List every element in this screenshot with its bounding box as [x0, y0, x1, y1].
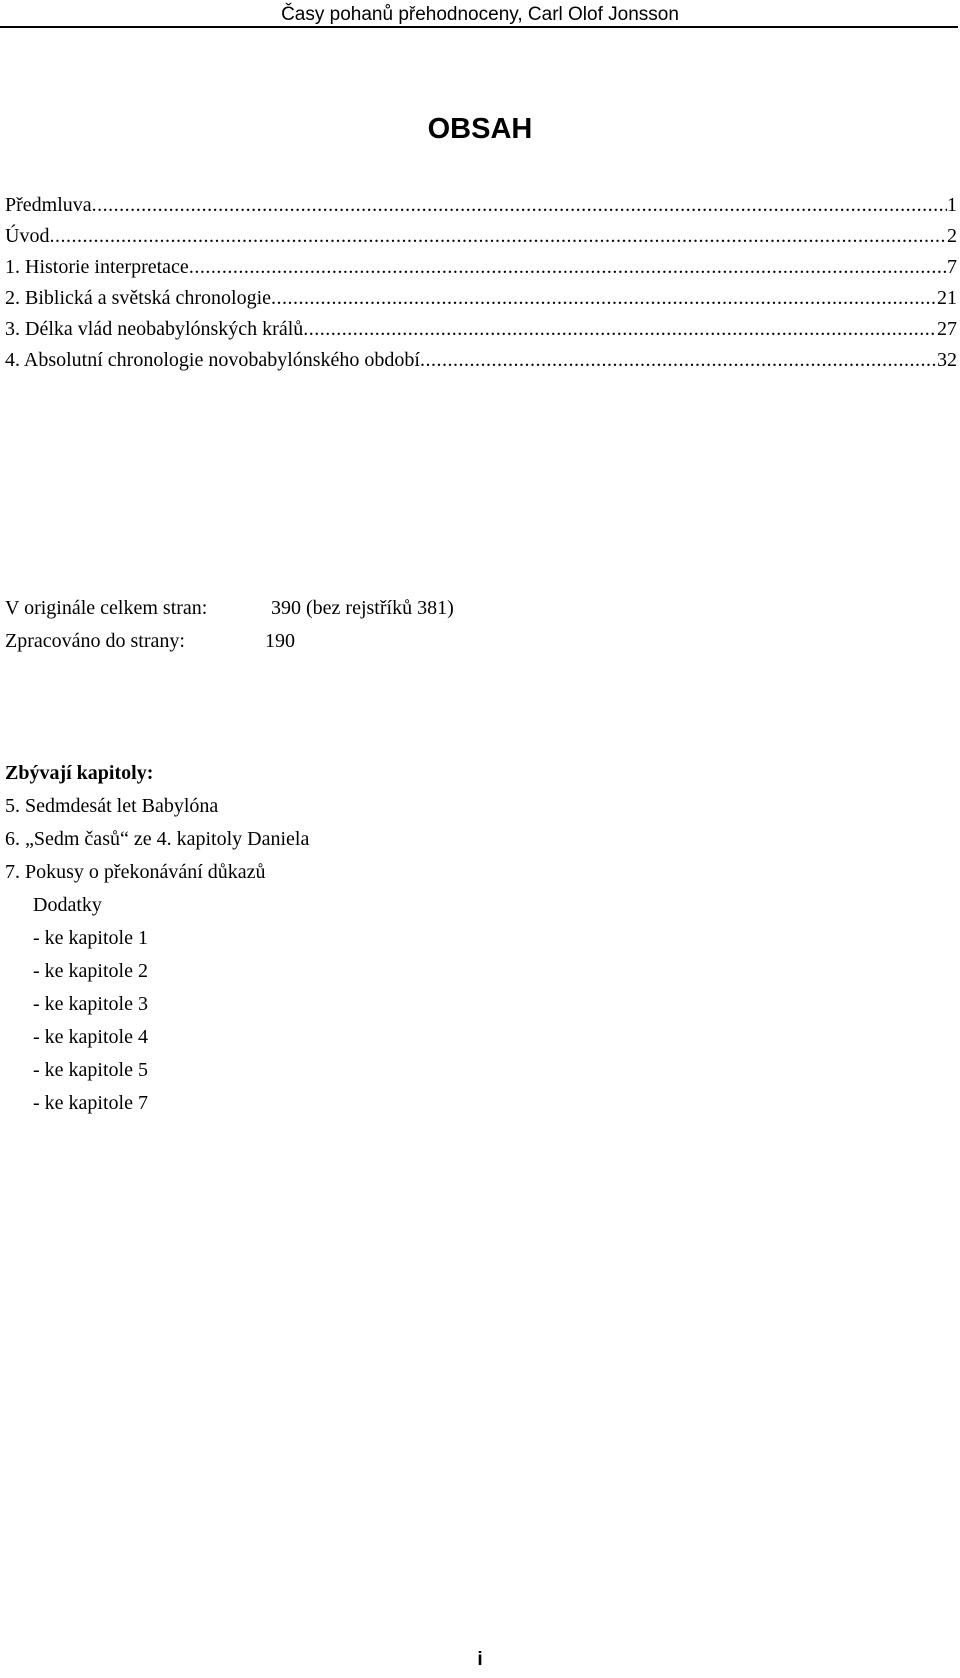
toc-dot-leader: [49, 221, 947, 252]
toc-entry-label: 2. Biblická a světská chronologie: [5, 287, 272, 309]
running-header: Časy pohanů přehodnoceny, Carl Olof Jonsson: [281, 4, 679, 25]
list-item: - ke kapitole 5: [33, 1059, 148, 1081]
stat-label-processed-pages: Zpracováno do strany:: [5, 630, 185, 652]
toc-entry-label: Předmluva: [5, 194, 92, 216]
list-item: 7. Pokusy o překonávání důkazů: [5, 861, 266, 883]
toc-dot-leader: [271, 283, 937, 314]
stat-row-original: [5, 592, 454, 625]
remaining-chapters: [5, 757, 309, 1120]
toc-entry-label: Úvod: [5, 225, 50, 247]
toc-entry-label: 1. Historie interpretace: [5, 256, 189, 278]
toc-dot-leader: [303, 314, 937, 345]
toc-entry-label: 3. Délka vlád neobabylónských králů: [5, 318, 304, 340]
toc-entry-chapter-1[interactable]: [5, 252, 957, 283]
stat-value-processed-pages: 190: [265, 630, 295, 652]
toc-entry-chapter-3[interactable]: [5, 314, 957, 345]
toc-dot-leader: [92, 190, 947, 221]
toc-entry-chapter-4[interactable]: [5, 345, 957, 376]
header-rule: [0, 26, 958, 28]
list-item: - ke kapitole 1: [33, 927, 148, 949]
list-item: - ke kapitole 2: [33, 960, 148, 982]
toc-entry-chapter-2[interactable]: [5, 283, 957, 314]
toc-entry-page: 2: [947, 225, 957, 247]
toc-entry-label: 4. Absolutní chronologie novobabylónského období: [5, 349, 420, 371]
list-item: Dodatky: [33, 894, 102, 916]
toc-entry-page: 1: [947, 194, 957, 216]
toc-entry-page: 27: [937, 318, 957, 340]
toc-entry-introduction[interactable]: [5, 221, 957, 252]
list-item: - ke kapitole 3: [33, 993, 148, 1015]
toc-entry-page: 7: [947, 256, 957, 278]
remaining-chapters-heading: Zbývají kapitoly:: [5, 762, 154, 784]
stat-row-processed: [5, 625, 454, 658]
list-item: - ke kapitole 7: [33, 1092, 148, 1114]
toc-entry-page: 21: [937, 287, 957, 309]
toc-dot-leader: [189, 252, 947, 283]
stat-value-original-pages: 390 (bez rejstříků 381): [271, 597, 454, 619]
page-statistics: [5, 592, 454, 658]
list-item: 5. Sedmdesát let Babylóna: [5, 795, 219, 817]
table-of-contents: [5, 190, 957, 376]
page-title: OBSAH: [427, 113, 533, 145]
stat-label-original-pages: V originále celkem stran:: [5, 597, 208, 619]
list-item: - ke kapitole 4: [33, 1026, 148, 1048]
list-item: 6. „Sedm časů“ ze 4. kapitoly Daniela: [5, 828, 310, 850]
page-number: i: [477, 1649, 483, 1670]
toc-entry-preface[interactable]: [5, 190, 957, 221]
toc-entry-page: 32: [937, 349, 957, 371]
toc-dot-leader: [420, 345, 937, 376]
